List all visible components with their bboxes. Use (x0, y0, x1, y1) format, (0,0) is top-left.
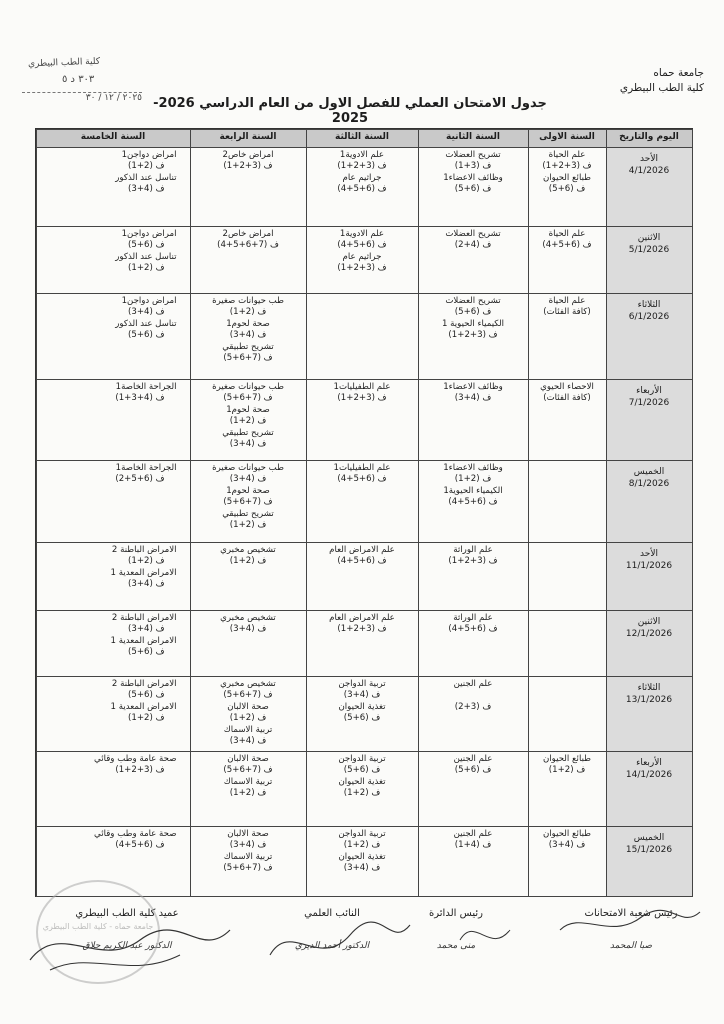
schedule-cell (190, 751, 307, 827)
group-list: ف (3+2+1) (223, 161, 273, 171)
subject-name: صحة لحوم1 (226, 318, 270, 329)
group-list: ف (7+6+5) (223, 765, 273, 775)
subject-name: تشريح العضلات (445, 295, 501, 306)
subject-name: تشريح تطبيقي (222, 341, 274, 352)
schedule-cell (528, 610, 607, 677)
group-list: ف (4+3) (343, 863, 381, 873)
dept-head-name: منى محمد (436, 941, 476, 951)
exam-date: 12/1/2026 (625, 629, 673, 639)
group-list: ف (2+1) (548, 765, 586, 775)
subject-name: طبائع الحيوان (542, 828, 592, 839)
schedule-cell (190, 676, 307, 752)
subject-name: امراض دواجن1 (121, 149, 177, 160)
subject-name: تشريح العضلات (445, 228, 501, 239)
group-list: ف (4+3) (229, 474, 267, 484)
group-list: ف (7+6+5) (223, 353, 273, 363)
exam-date: 11/1/2026 (625, 561, 673, 571)
schedule-cell (190, 379, 307, 461)
day-name: الأحد (640, 153, 658, 164)
schedule-cell (418, 751, 529, 827)
subject-name: الجراحة الخاصة1 (115, 462, 177, 473)
subject-name: صحة الالبان (227, 828, 269, 839)
column-header: السنة الثالثة (306, 129, 419, 148)
day-name: الاثنين (637, 616, 661, 627)
subject-name: الامراض المعدية 1 (110, 701, 177, 712)
subject-name: علم الجنين (453, 678, 493, 689)
exam-date: 15/1/2026 (625, 845, 673, 855)
group-list: ف (6+5) (454, 307, 492, 317)
exam-date: 8/1/2026 (628, 479, 670, 489)
university-header (620, 66, 704, 96)
subject-name: تربية الدواجن (338, 678, 386, 689)
subject-name: تشخيص مخبري (220, 544, 276, 555)
schedule-cell (306, 610, 419, 677)
subject-name: ف (3+2) (454, 701, 492, 712)
column-header: السنة الرابعة (190, 129, 307, 148)
group-list: ف (6+5) (343, 765, 381, 775)
day-name: الخميس (633, 832, 665, 843)
schedule-cell (418, 379, 529, 461)
exam-date: 14/1/2026 (625, 770, 673, 780)
schedule-cell (36, 676, 191, 752)
group-list: (كافة الفئات) (543, 393, 591, 403)
group-list: ف (2+1) (128, 263, 165, 273)
dean-name: الدكتور عبد الكريم حلاق (82, 941, 172, 951)
subject-name: طبائع الحيوان (542, 753, 592, 764)
group-list: ف (4+3+1) (115, 393, 165, 403)
subject-name: صحة عامة وطب وقائي (94, 828, 177, 839)
day-name: الثلاثاء (637, 299, 661, 310)
schedule-cell (36, 542, 191, 611)
schedule-cell (306, 542, 419, 611)
subject-name: تربية الدواجن (338, 753, 386, 764)
group-list: ف (4+3) (128, 624, 165, 634)
group-list: ف (7+6+5) (223, 393, 273, 403)
subject-name: صحة لحوم1 (226, 404, 270, 415)
schedule-cell (190, 460, 307, 543)
schedule-cell (306, 379, 419, 461)
subject-name: علم الامراض العام (329, 612, 395, 623)
group-list: ف (4+3) (229, 330, 267, 340)
schedule-cell (418, 676, 529, 752)
day-name: الأربعاء (636, 757, 662, 768)
group-list: ف (2+1) (454, 474, 492, 484)
group-list: ف (6+5+4) (337, 184, 387, 194)
group-list: ف (4+3) (548, 840, 586, 850)
group-list: ف (3+2+1) (337, 161, 387, 171)
group-list: ف (6+5+4) (337, 556, 387, 566)
subject-name: تشريح العضلات (445, 149, 501, 160)
group-list: ف (2+1) (343, 840, 381, 850)
group-list: ف (7+6+5) (223, 497, 273, 507)
subject-name: تربية الاسماك (223, 851, 273, 862)
handwritten-date: ٢٠٢٥ / ١٢ / ٣٠ (22, 92, 142, 103)
handwritten-note: كلية الطب البيطري (27, 56, 101, 70)
group-list: ف (6+5) (548, 184, 586, 194)
schedule-cell (190, 826, 307, 897)
subject-name: الاحصاء الحيوي (540, 381, 594, 392)
group-list: ف (2+1) (229, 416, 267, 426)
sci-deputy-title: النائب العلمي (304, 908, 360, 919)
subject-name: امراض دواجن1 (121, 295, 177, 306)
subject-name: تربية الاسماك (223, 724, 273, 735)
day-date-cell (606, 147, 693, 227)
subject-name: علم الوراثة (453, 544, 493, 555)
exam-schedule-table (35, 128, 693, 897)
group-list: ف (3+2+1) (115, 765, 165, 775)
schedule-cell (36, 379, 191, 461)
subject-name: وظائف الاعضاء1 (443, 381, 503, 392)
schedule-cell (528, 147, 607, 227)
subject-name: وظائف الاعضاء1 (443, 172, 503, 183)
group-list: ف (6+5) (128, 240, 165, 250)
subject-name: الامراض المعدية 1 (110, 635, 177, 646)
group-list: ف (4+3) (229, 624, 267, 634)
subject-name: الكيمياء الحيوية 1 (441, 318, 505, 329)
subject-name: تناسل عند الذكور (115, 318, 177, 329)
schedule-cell (418, 147, 529, 227)
day-name: الأحد (640, 548, 658, 559)
schedule-cell (418, 610, 529, 677)
page-title: جدول الامتحان العملي للفصل الاول من العام الدراسي 2026-2025 (153, 96, 547, 126)
subject-name: علم الحياة (548, 295, 586, 306)
dept-head-title: رئيس الدائرة (429, 908, 483, 919)
day-date-cell (606, 226, 693, 294)
subject-name: امراض دواجن1 (121, 228, 177, 239)
group-list: ف (6+5) (128, 647, 165, 657)
group-list: ف (3+1) (454, 161, 492, 171)
schedule-cell (36, 751, 191, 827)
subject-name: تناسل عند الذكور (115, 251, 177, 262)
day-date-cell (606, 610, 693, 677)
subject-name: تغذية الحيوان (338, 701, 386, 712)
group-list: ف (4+3) (343, 690, 381, 700)
subject-name: طب حيوانات صغيرة (212, 295, 284, 306)
subject-name: تشريح تطبيقي (222, 427, 274, 438)
schedule-cell (190, 226, 307, 294)
group-list: ف (2+1) (229, 520, 267, 530)
group-list: ف (7+6+5) (223, 690, 273, 700)
schedule-cell (36, 293, 191, 380)
exam-date: 5/1/2026 (628, 245, 670, 255)
exams-head-title: رئيس شعبة الامتحانات (584, 908, 678, 919)
group-list: (كافة الفئات) (543, 307, 591, 317)
group-list: ف (6+5+4) (448, 497, 498, 507)
handwritten-signatures (20, 900, 720, 990)
subject-name: الامراض الباطنة 2 (111, 678, 177, 689)
group-list (422, 690, 525, 702)
subject-name: علم الطفيليات1 (333, 462, 391, 473)
subject-name: تناسل عند الذكور (115, 172, 177, 183)
group-list: ف (4+1) (454, 840, 492, 850)
column-header: السنة الثانية (418, 129, 529, 148)
day-name: الاثنين (637, 232, 661, 243)
subject-name: طب حيوانات صغيرة (212, 381, 284, 392)
exams-head-name: صبا المحمد (609, 941, 653, 951)
subject-name: تشريح تطبيقي (222, 508, 274, 519)
subject-name: الامراض المعدية 1 (110, 567, 177, 578)
schedule-cell (528, 460, 607, 543)
subject-name: علم الادوية1 (339, 228, 385, 239)
schedule-cell (306, 147, 419, 227)
group-list: ف (2+1) (128, 713, 165, 723)
sci-deputy-name: الدكتور أحمد الديري (294, 941, 370, 951)
subject-name: الامراض الباطنة 2 (111, 612, 177, 623)
subject-name: صحة الالبان (227, 753, 269, 764)
group-list: ف (3+2+1) (448, 330, 498, 340)
schedule-cell (528, 226, 607, 294)
day-date-cell (606, 676, 693, 752)
group-list: ف (3+2+1) (337, 393, 387, 403)
subject-name: صحة عامة وطب وقائي (94, 753, 177, 764)
day-name: الثلاثاء (637, 682, 661, 693)
subject-name: امراض خاص2 (222, 149, 274, 160)
day-date-cell (606, 293, 693, 380)
day-date-cell (606, 460, 693, 543)
group-list: ف (6+5) (343, 713, 381, 723)
group-list: ف (2+1) (128, 161, 165, 171)
subject-name: علم الجنين (453, 828, 493, 839)
schedule-cell (528, 826, 607, 897)
column-header: السنة الخامسة (36, 129, 191, 148)
schedule-cell (528, 676, 607, 752)
stamp-text: جامعة حماه - كلية الطب البيطري (42, 922, 154, 931)
subject-name: طب حيوانات صغيرة (212, 462, 284, 473)
schedule-cell (190, 610, 307, 677)
subject-name: الجراحة الخاصة1 (115, 381, 177, 392)
exam-date: 4/1/2026 (628, 166, 670, 176)
group-list: ف (3+2+1) (337, 624, 387, 634)
schedule-cell (418, 460, 529, 543)
schedule-cell (418, 226, 529, 294)
subject-name: تشخيص مخبري (220, 612, 276, 623)
exam-date: 7/1/2026 (628, 398, 670, 408)
group-list: ف (3+2+1) (448, 556, 498, 566)
schedule-cell (306, 226, 419, 294)
group-list: ف (7+6+5+4) (217, 240, 279, 250)
group-list: ف (2+1) (128, 556, 165, 566)
group-list: ف (6+5+4) (542, 240, 592, 250)
schedule-cell (36, 610, 191, 677)
group-list: ف (4+3) (229, 736, 267, 746)
exam-date: 13/1/2026 (625, 695, 673, 705)
subject-name: تغذية الحيوان (338, 776, 386, 787)
schedule-cell (418, 542, 529, 611)
schedule-cell (528, 293, 607, 380)
schedule-cell (528, 542, 607, 611)
group-list: ف (4+3) (454, 393, 492, 403)
group-list: ف (6+5) (128, 330, 165, 340)
group-list: ف (7+6+5) (223, 863, 273, 873)
group-list: ف (4+3) (128, 579, 165, 589)
group-list: ف (6+5+4) (115, 840, 165, 850)
subject-name: علم الحياة (548, 228, 586, 239)
subject-name: الامراض الباطنة 2 (111, 544, 177, 555)
group-list: ف (4+3) (128, 307, 165, 317)
subject-name: علم الادوية1 (339, 149, 385, 160)
column-header: السنة الاولى (528, 129, 607, 148)
group-list: ف (4+3) (229, 840, 267, 850)
subject-name: تشخيص مخبري (220, 678, 276, 689)
subject-name: تربية الدواجن (338, 828, 386, 839)
group-list: ف (3+2+1) (542, 161, 592, 171)
subject-name: صحة لحوم1 (226, 485, 270, 496)
group-list: ف (4+3) (229, 439, 267, 449)
day-date-cell (606, 379, 693, 461)
schedule-cell (190, 542, 307, 611)
day-name: الخميس (633, 466, 665, 477)
subject-name: تغذية الحيوان (338, 851, 386, 862)
group-list: ف (6+5+4) (337, 240, 387, 250)
university-name: جامعة حماه (653, 67, 704, 79)
schedule-cell (528, 751, 607, 827)
schedule-cell (36, 460, 191, 543)
group-list: ف (4+2) (454, 240, 492, 250)
handwritten-number: ٣٠٣ د ٥ (62, 74, 95, 85)
subject-name: صحة الالبان (227, 701, 269, 712)
column-header: اليوم والتاريخ (606, 129, 693, 148)
subject-name: وظائف الاعضاء1 (443, 462, 503, 473)
day-name: الأربعاء (636, 385, 662, 396)
schedule-cell (36, 226, 191, 294)
schedule-cell (306, 293, 419, 380)
group-list: ف (6+5) (454, 184, 492, 194)
schedule-cell (418, 293, 529, 380)
group-list: ف (6+5) (128, 690, 165, 700)
subject-name: جراثيم عام (342, 172, 382, 183)
group-list: ف (2+1) (229, 556, 267, 566)
subject-name: علم الوراثة (453, 612, 493, 623)
exam-date: 6/1/2026 (628, 312, 670, 322)
subject-name: علم الحياة (548, 149, 586, 160)
subject-name: طبائع الحيوان (542, 172, 592, 183)
handwritten-reference (22, 56, 142, 110)
schedule-cell (36, 147, 191, 227)
subject-name: علم الجنين (453, 753, 493, 764)
schedule-cell (306, 826, 419, 897)
schedule-cell (190, 147, 307, 227)
group-list: ف (4+3) (128, 184, 165, 194)
schedule-cell (528, 379, 607, 461)
group-list: ف (2+1) (229, 788, 267, 798)
subject-name: علم الامراض العام (329, 544, 395, 555)
day-date-cell (606, 751, 693, 827)
group-list: ف (3+2+1) (337, 263, 387, 273)
group-list: ف (6+5+4) (448, 624, 498, 634)
subject-name: امراض خاص2 (222, 228, 274, 239)
schedule-cell (190, 293, 307, 380)
group-list: ف (2+1) (229, 713, 267, 723)
group-list: ف (6+5) (454, 765, 492, 775)
faculty-name: كلية الطب البيطري (619, 82, 704, 94)
subject-name: علم الطفيليات1 (333, 381, 391, 392)
group-list: ف (2+1) (229, 307, 267, 317)
day-date-cell (606, 826, 693, 897)
schedule-cell (306, 460, 419, 543)
subject-name: جراثيم عام (342, 251, 382, 262)
schedule-cell (306, 751, 419, 827)
dean-title: عميد كلية الطب البيطري (75, 908, 179, 919)
schedule-cell (418, 826, 529, 897)
day-date-cell (606, 542, 693, 611)
group-list: ف (6+5+4) (337, 474, 387, 484)
group-list: ف (6+5+2) (115, 474, 165, 484)
group-list: ف (2+1) (343, 788, 381, 798)
schedule-cell (306, 676, 419, 752)
subject-name: تربية الاسماك (223, 776, 273, 787)
subject-name: الكيمياء الحيوية1 (443, 485, 503, 496)
